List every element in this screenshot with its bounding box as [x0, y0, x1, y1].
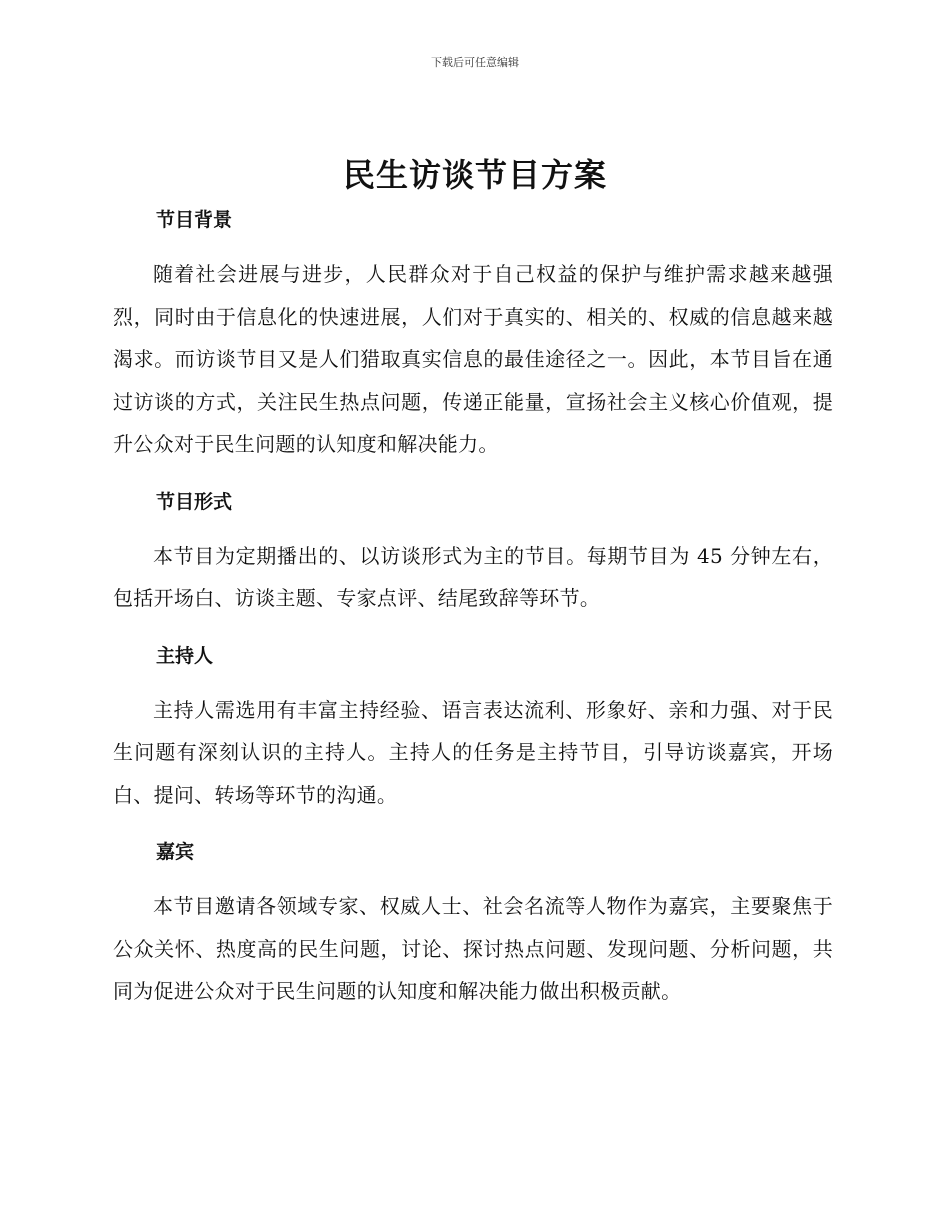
document-body — [113, 200, 833, 1029]
section-host — [113, 636, 833, 817]
section-format — [113, 482, 833, 620]
section-paragraph: 本节目邀请各领域专家、权威人士、社会名流等人物作为嘉宾，主要聚焦于公众关怀、热度高的民生问题，讨论、探讨热点问题、发现问题、分析问题，共同为促进公众对于民生问题的认知度和解决能力做出积极贡献。 — [113, 894, 833, 1003]
section-heading: 节目形式 — [156, 490, 233, 513]
section-heading: 嘉宾 — [156, 841, 195, 863]
section-paragraph: 随着社会进展与进步，人民群众对于自己权益的保护与维护需求越来越强烈，同时由于信息化的快速进展，人们对于真实的、相关的、权威的信息越来越渴求。而访谈节目又是人们猎取真实信息的最佳途径之一。因此，本节目旨在通过访谈的方式，关注民生热点问题，传递正能量，宣扬社会主义核心价值观，提升公众对于民生问题的认知度和解决能力。 — [113, 262, 833, 456]
page-header-note: 下载后可任意编辑 — [431, 56, 519, 69]
document-title: 民生访谈节目方案 — [342, 156, 607, 194]
section-paragraph: 主持人需选用有丰富主持经验、语言表达流利、形象好、亲和力强、对于民生问题有深刻认识的主持人。主持人的任务是主持节目，引导访谈嘉宾，开场白、提问、转场等环节的沟通。 — [113, 697, 833, 807]
section-guests — [113, 832, 833, 1013]
section-paragraph: 本节目为定期播出的、以访谈形式为主的节目。每期节目为 45 分钟左右，包括开场白、访谈主题、专家点评、结尾致辞等环节。 — [113, 543, 833, 610]
section-background — [113, 200, 833, 466]
section-heading: 主持人 — [156, 644, 214, 667]
section-heading: 节目背景 — [156, 209, 233, 231]
